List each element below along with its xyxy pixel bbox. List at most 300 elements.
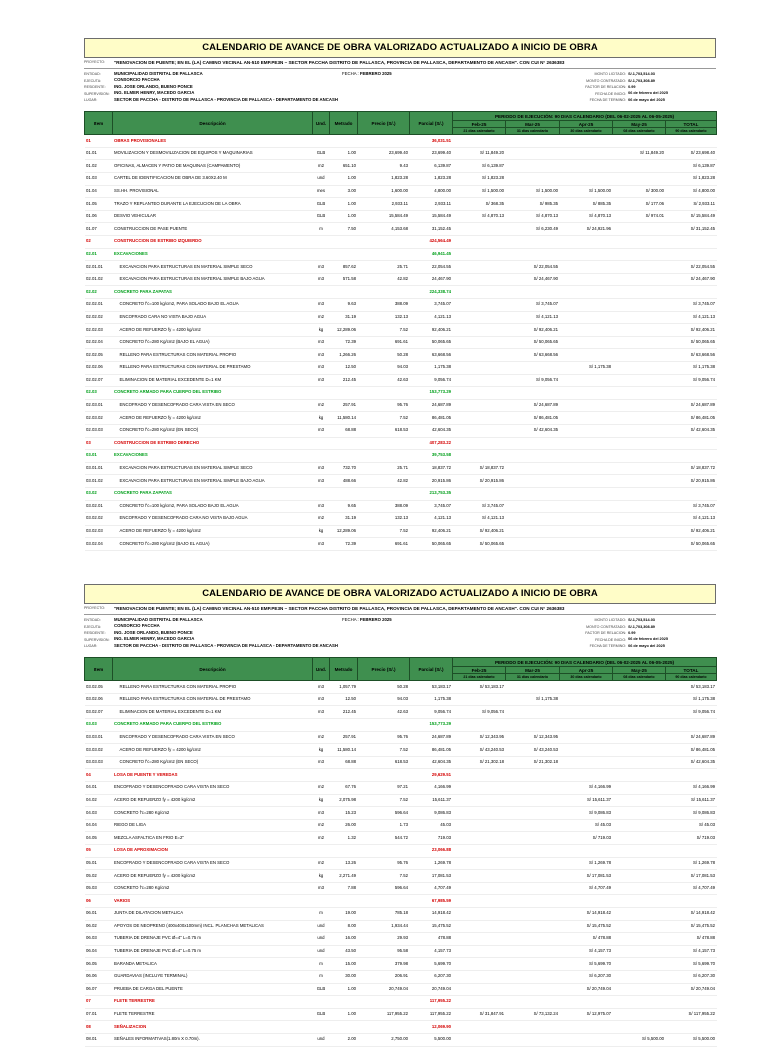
mar-amount (506, 958, 560, 971)
table-row (85, 487, 717, 500)
feb-amount (453, 845, 506, 858)
item-description: ENCOFRADO Y DESENCOFRADO CARA VISTA EN SECO (113, 782, 313, 795)
item-code: 03.03.03 (85, 756, 113, 769)
feb-amount (453, 135, 506, 148)
item-unit: und (313, 173, 330, 186)
mar-amount: S/ 22,054.55 (506, 261, 560, 274)
item-unit-price (358, 135, 410, 148)
item-quantity: 8.00 (330, 920, 358, 933)
item-code: 02.02.01 (85, 299, 113, 312)
item-description: ACERO DE REFUERZO fy = 4200 kg/cm2 (113, 794, 313, 807)
may-amount (613, 794, 666, 807)
item-description: CONCRETO PARA ZAPATAS (113, 487, 313, 500)
item-unit-price: 95.76 (358, 857, 410, 870)
may-amount (613, 907, 666, 920)
feb-amount (453, 958, 506, 971)
total-amount: S/ 22,054.55 (666, 261, 717, 274)
apr-amount: S/ 15,611.37 (560, 794, 613, 807)
total-amount: S/ 23,698.40 (666, 147, 717, 160)
mar-amount: S/ 73,132.24 (506, 1008, 560, 1021)
item-partial: 6,207.30 (410, 970, 453, 983)
apr-amount: S/ 4,870.13 (560, 210, 613, 223)
mar-amount: S/ 4,121.13 (506, 311, 560, 324)
feb-amount (453, 487, 506, 500)
item-quantity: 857.62 (330, 261, 358, 274)
table-row (85, 424, 717, 437)
item-unit-price: 388.09 (358, 500, 410, 513)
mar-amount (506, 450, 560, 463)
item-unit (313, 769, 330, 782)
total-amount (666, 487, 717, 500)
apr-amount (560, 475, 613, 488)
item-partial: 50,065.65 (410, 538, 453, 551)
feb-amount (453, 907, 506, 920)
item-description: EXCAVACION PARA ESTRUCTURAS EN MATERIAL SIMPLE SECO (113, 462, 313, 475)
table-row (85, 996, 717, 1009)
item-unit: m3 (313, 475, 330, 488)
item-unit-price (358, 719, 410, 732)
feb-amount: S/ 6,139.87 (453, 160, 506, 173)
item-quantity: 12.50 (330, 693, 358, 706)
feb-amount: S/ 12,343.95 (453, 731, 506, 744)
item-partial: 24,467.90 (410, 273, 453, 286)
executor-label: EJECUTA: (84, 624, 102, 629)
item-quantity: 12,289.06 (330, 525, 358, 538)
table-row (85, 286, 717, 299)
apr-amount: S/ 12,975.07 (560, 1008, 613, 1021)
item-unit: m (313, 958, 330, 971)
table-row (85, 782, 717, 795)
item-description: CONSTRUCCION DE PASE PUENTE (113, 223, 313, 236)
item-unit-price: 7.52 (358, 870, 410, 883)
may-amount (613, 223, 666, 236)
contract-amount-label: MONTO CONTRATADO: (586, 78, 627, 83)
feb-amount (453, 424, 506, 437)
col-days-total: 90 dias calendario (666, 128, 717, 135)
may-amount (613, 970, 666, 983)
may-amount (613, 261, 666, 274)
apr-amount (560, 681, 613, 694)
mar-amount (506, 525, 560, 538)
table-row (85, 1033, 717, 1046)
project-row (84, 604, 716, 615)
item-partial: 9,056.74 (410, 374, 453, 387)
feb-amount: S/ 1,500.00 (453, 185, 506, 198)
col-days-4: 08 dias calendario (613, 128, 666, 135)
item-partial: 17,081.53 (410, 870, 453, 883)
apr-amount (560, 731, 613, 744)
total-amount: S/ 42,604.35 (666, 756, 717, 769)
may-amount (613, 513, 666, 526)
item-quantity: 19.00 (330, 907, 358, 920)
col-days-2: 31 dias calendario (506, 128, 560, 135)
may-amount: S/ 11,849.20 (613, 147, 666, 160)
apr-amount (560, 135, 613, 148)
item-partial: 53,183.17 (410, 681, 453, 694)
item-partial: 407,283.22 (410, 437, 453, 450)
total-amount: S/ 63,668.56 (666, 349, 717, 362)
table-row (85, 970, 717, 983)
table-row (85, 248, 717, 261)
item-partial: 86,481.05 (410, 744, 453, 757)
item-description: OFICINAS, ALMACEN Y PATIO DE MAQUINAS (CAMPAMENTO) (113, 160, 313, 173)
feb-amount (453, 895, 506, 908)
mar-amount (506, 248, 560, 261)
apr-amount (560, 744, 613, 757)
total-amount (666, 1021, 717, 1034)
item-quantity: 15.23 (330, 807, 358, 820)
item-code: 04.01 (85, 782, 113, 795)
executor-value: CONSORCIO PACCHA (114, 77, 160, 83)
supervisor-value: ING. ELMER HENRY, MACEDO GARCIA (114, 90, 195, 96)
item-unit-price: 9.43 (358, 160, 410, 173)
item-unit: m (313, 223, 330, 236)
item-unit-price (358, 286, 410, 299)
total-amount (666, 135, 717, 148)
mar-amount (506, 147, 560, 160)
apr-amount (560, 525, 613, 538)
item-unit (313, 387, 330, 400)
apr-amount (560, 236, 613, 249)
amounts-block (556, 617, 668, 649)
item-partial: 50,065.65 (410, 336, 453, 349)
resident-value: ING. JOSE ORLANDO, BUENO PONCE (114, 83, 193, 89)
item-code: 03.02.03 (85, 525, 113, 538)
item-quantity: 1.00 (330, 983, 358, 996)
mar-amount (506, 487, 560, 500)
apr-amount (560, 1021, 613, 1034)
schedule-table (84, 657, 717, 1046)
may-amount (613, 248, 666, 261)
item-unit: m3 (313, 538, 330, 551)
item-description: RIEGO DE LIGA (113, 819, 313, 832)
item-description: CONCRETO f'c=280 Kg/cm2 (EN SECO) (113, 756, 313, 769)
item-partial: 15,611.37 (410, 794, 453, 807)
item-code: 01.03 (85, 173, 113, 186)
col-days-3: 30 dias calendario (560, 674, 613, 681)
item-partial: 153,773.29 (410, 719, 453, 732)
item-code: 03.02.01 (85, 500, 113, 513)
may-amount (613, 920, 666, 933)
col-unit: Und. (313, 112, 330, 135)
total-amount: S/ 4,166.99 (666, 782, 717, 795)
item-quantity: 257.91 (330, 731, 358, 744)
may-amount (613, 525, 666, 538)
apr-amount (560, 324, 613, 337)
item-partial: 3,745.07 (410, 500, 453, 513)
feb-amount (453, 336, 506, 349)
table-row (85, 819, 717, 832)
may-amount (613, 832, 666, 845)
col-quantity: Metrado (330, 112, 358, 135)
mar-amount: S/ 1,500.00 (506, 185, 560, 198)
may-amount (613, 236, 666, 249)
item-description: OBRAS PROVISIONALES (113, 135, 313, 148)
table-row (85, 336, 717, 349)
total-amount: S/ 1,269.78 (666, 857, 717, 870)
feb-amount (453, 261, 506, 274)
item-unit (313, 719, 330, 732)
item-partial: 12,069.90 (410, 1021, 453, 1034)
item-partial: 117,955.22 (410, 1008, 453, 1021)
item-unit-price: 785.18 (358, 907, 410, 920)
item-code: 03.02.07 (85, 706, 113, 719)
may-amount (613, 719, 666, 732)
may-amount (613, 895, 666, 908)
item-quantity: 9.63 (330, 299, 358, 312)
item-quantity: 1,266.26 (330, 349, 358, 362)
item-partial: 6,139.87 (410, 160, 453, 173)
feb-amount: S/ 1,823.28 (453, 173, 506, 186)
item-unit: m2 (313, 782, 330, 795)
item-unit (313, 437, 330, 450)
table-row (85, 1008, 717, 1021)
apr-amount (560, 412, 613, 425)
item-description: ELIMINACION DE MATERIAL EXCEDENTE D=1 KM (113, 374, 313, 387)
apr-amount: S/ 885.35 (560, 198, 613, 211)
apr-amount (560, 248, 613, 261)
mar-amount: S/ 985.35 (506, 198, 560, 211)
item-unit-price (358, 1021, 410, 1034)
item-unit-price: 117,955.22 (358, 1008, 410, 1021)
item-description: ACERO DE REFUERZO fy = 4200 kg/cm2 (113, 412, 313, 425)
may-amount (613, 311, 666, 324)
item-partial: 4,166.99 (410, 782, 453, 795)
apr-amount: S/ 20,749.04 (560, 983, 613, 996)
contract-amount-label: MONTO CONTRATADO: (586, 624, 627, 629)
item-code: 04.02 (85, 794, 113, 807)
date-label: FECHA : (342, 617, 359, 623)
item-quantity: 571.58 (330, 273, 358, 286)
item-unit-price: 42.63 (358, 374, 410, 387)
item-code: 02.01 (85, 248, 113, 261)
total-amount: S/ 5,699.70 (666, 958, 717, 971)
item-quantity: 67.76 (330, 782, 358, 795)
apr-amount (560, 996, 613, 1009)
item-unit: m3 (313, 807, 330, 820)
item-partial: 9,086.83 (410, 807, 453, 820)
may-amount (613, 487, 666, 500)
table-row (85, 907, 717, 920)
mar-amount: S/ 12,343.95 (506, 731, 560, 744)
start-date-label: FECHA DE INICIO: (595, 91, 627, 96)
may-amount (613, 173, 666, 186)
may-amount (613, 756, 666, 769)
item-unit: m3 (313, 273, 330, 286)
item-unit-price (358, 450, 410, 463)
resident-label: RESIDENTE: (84, 85, 106, 90)
item-quantity: 72.39 (330, 538, 358, 551)
table-row (85, 525, 717, 538)
item-unit: kg (313, 870, 330, 883)
item-quantity: 30.00 (330, 970, 358, 983)
supervisor-label: SUPERVISION: (84, 637, 110, 642)
feb-amount (453, 819, 506, 832)
mar-amount (506, 500, 560, 513)
item-description: SEÑALES INFORMATIVAS(1.80m X 0.70m). (113, 1033, 313, 1046)
table-row (85, 706, 717, 719)
item-description: CARTEL DE IDENTIFICACION DE OBRA DE 3.60X2.40 M (113, 173, 313, 186)
item-unit-price (358, 437, 410, 450)
table-row (85, 681, 717, 694)
mar-amount (506, 681, 560, 694)
feb-amount: S/ 50,065.65 (453, 538, 506, 551)
item-unit (313, 236, 330, 249)
item-code: 02.01.01 (85, 261, 113, 274)
total-amount: S/ 92,406.21 (666, 324, 717, 337)
table-row (85, 198, 717, 211)
item-unit-price (358, 236, 410, 249)
item-code: 07 (85, 996, 113, 1009)
apr-amount (560, 147, 613, 160)
project-row (84, 58, 716, 69)
item-unit-price: 29.93 (358, 933, 410, 946)
total-amount: S/ 117,955.22 (666, 1008, 717, 1021)
factor-value: 0.99 (628, 85, 636, 90)
may-amount (613, 361, 666, 374)
mar-amount (506, 387, 560, 400)
item-quantity: 9.65 (330, 500, 358, 513)
item-code: 07.01 (85, 1008, 113, 1021)
mar-amount (506, 819, 560, 832)
item-unit-price: 7.52 (358, 412, 410, 425)
col-price: Precio (S/.) (358, 658, 410, 681)
contract-amount-value: S/.1,703,308.89 (628, 78, 655, 83)
col-days-total: 90 dias calendario (666, 674, 717, 681)
total-amount: S/ 50,065.65 (666, 336, 717, 349)
item-unit-price: 379.98 (358, 958, 410, 971)
item-code: 03.03.01 (85, 731, 113, 744)
table-row (85, 173, 717, 186)
item-unit (313, 135, 330, 148)
item-partial: 719.03 (410, 832, 453, 845)
item-description: CONCRETO ARMADO PARA CUERPO DEL ESTRIBO (113, 387, 313, 400)
total-amount: S/ 17,081.53 (666, 870, 717, 883)
item-unit: m3 (313, 500, 330, 513)
item-unit-price: 544.72 (358, 832, 410, 845)
apr-amount: S/ 9,086.83 (560, 807, 613, 820)
item-unit-price: 1,823.28 (358, 173, 410, 186)
item-unit: m3 (313, 261, 330, 274)
place-value: SECTOR DE PACCHA - DISTRITO DE PALLASCA - PROVINCIA DE PALLASCA - DEPARTAMENTO DE ANCASH (114, 96, 338, 102)
item-partial: 478.88 (410, 933, 453, 946)
apr-amount (560, 399, 613, 412)
item-quantity (330, 1021, 358, 1034)
item-partial: 1,269.78 (410, 857, 453, 870)
item-unit-price: 388.09 (358, 299, 410, 312)
mar-amount: S/ 1,175.38 (506, 693, 560, 706)
mar-amount (506, 160, 560, 173)
mar-amount (506, 907, 560, 920)
date-value: FEBRERO 2025 (359, 617, 392, 623)
feb-amount (453, 286, 506, 299)
mar-amount: S/ 24,467.90 (506, 273, 560, 286)
may-amount (613, 273, 666, 286)
col-month-4: May-25 (613, 667, 666, 674)
may-amount: S/ 974.01 (613, 210, 666, 223)
feb-amount: S/ 4,121.13 (453, 513, 506, 526)
total-amount: S/ 3,745.07 (666, 299, 717, 312)
feb-amount (453, 769, 506, 782)
item-description: BARANDA METALICA (113, 958, 313, 971)
item-code: 06.05 (85, 958, 113, 971)
project-info (84, 617, 716, 657)
item-unit-price: 132.13 (358, 513, 410, 526)
item-unit-price (358, 996, 410, 1009)
item-partial: 36,031.51 (410, 135, 453, 148)
item-unit: m2 (313, 857, 330, 870)
item-description: JUNTA DE DILATACION METALICA (113, 907, 313, 920)
item-unit-price: 1.73 (358, 819, 410, 832)
table-row (85, 882, 717, 895)
apr-amount: S/ 6,207.30 (560, 970, 613, 983)
feb-amount: S/ 43,240.53 (453, 744, 506, 757)
table-row (85, 223, 717, 236)
item-code: 01.02 (85, 160, 113, 173)
col-period: PERIODO DE EJECUCIÓN: 90 DIAS CALENDARIO (DEL 06-02-2025 AL 06-05-2025) (453, 112, 717, 121)
item-description: FLETE TERRESTRE (113, 1008, 313, 1021)
entity-value: MUNICIPALIDAD DISTRITAL DE PALLASCA (114, 617, 203, 622)
feb-amount: S/ 368.35 (453, 198, 506, 211)
item-unit-price: 618.53 (358, 756, 410, 769)
item-description: ENCOFRADO Y DESENCOFRADO CARA VISTA EN SECO (113, 857, 313, 870)
item-unit: und (313, 1033, 330, 1046)
bid-amount-label: MONTO LICITADO: (594, 618, 627, 623)
item-unit-price (358, 845, 410, 858)
item-description: RELLENO PARA ESTRUCTURAS CON MATERIAL PROPIO (113, 681, 313, 694)
item-unit-price: 20,749.04 (358, 983, 410, 996)
item-quantity (330, 769, 358, 782)
may-amount (613, 412, 666, 425)
item-code: 01.06 (85, 210, 113, 223)
item-unit: m3 (313, 681, 330, 694)
apr-amount (560, 845, 613, 858)
item-unit: m3 (313, 882, 330, 895)
item-code: 02.01.02 (85, 273, 113, 286)
mar-amount (506, 782, 560, 795)
apr-amount: S/ 4,707.49 (560, 882, 613, 895)
apr-amount (560, 424, 613, 437)
total-amount (666, 286, 717, 299)
item-code: 02.03.02 (85, 412, 113, 425)
col-item: Item (85, 112, 113, 135)
supervisor-label: SUPERVISION: (84, 91, 110, 96)
item-quantity: 651.10 (330, 160, 358, 173)
col-days-2: 31 dias calendario (506, 674, 560, 681)
col-quantity: Metrado (330, 658, 358, 681)
item-description: EXCAVACION PARA ESTRUCTURAS EN MATERIAL SIMPLE BAJO AGUA (113, 475, 313, 488)
sheet-title: CALENDARIO DE AVANCE DE OBRA VALORIZADO ACTUALIZADO A INICIO DE OBRA (84, 584, 716, 604)
item-partial: 42,604.35 (410, 424, 453, 437)
item-unit-price: 1,600.00 (358, 185, 410, 198)
item-unit-price: 7.52 (358, 525, 410, 538)
feb-amount (453, 857, 506, 870)
feb-amount (453, 933, 506, 946)
feb-amount (453, 324, 506, 337)
item-description: CONSTRUCCION DE ESTRIBO IZQUIERDO (113, 236, 313, 249)
item-unit: m3 (313, 693, 330, 706)
table-row (85, 719, 717, 732)
total-amount: S/ 24,687.89 (666, 399, 717, 412)
may-amount (613, 286, 666, 299)
item-code: 02.03.03 (85, 424, 113, 437)
apr-amount (560, 1033, 613, 1046)
may-amount: S/ 177.06 (613, 198, 666, 211)
apr-amount (560, 895, 613, 908)
item-unit (313, 895, 330, 908)
item-description: MOVILIZACION Y DESMOVILIZACION DE EQUIPOS Y MAQUINARIAS (113, 147, 313, 160)
table-row (85, 273, 717, 286)
